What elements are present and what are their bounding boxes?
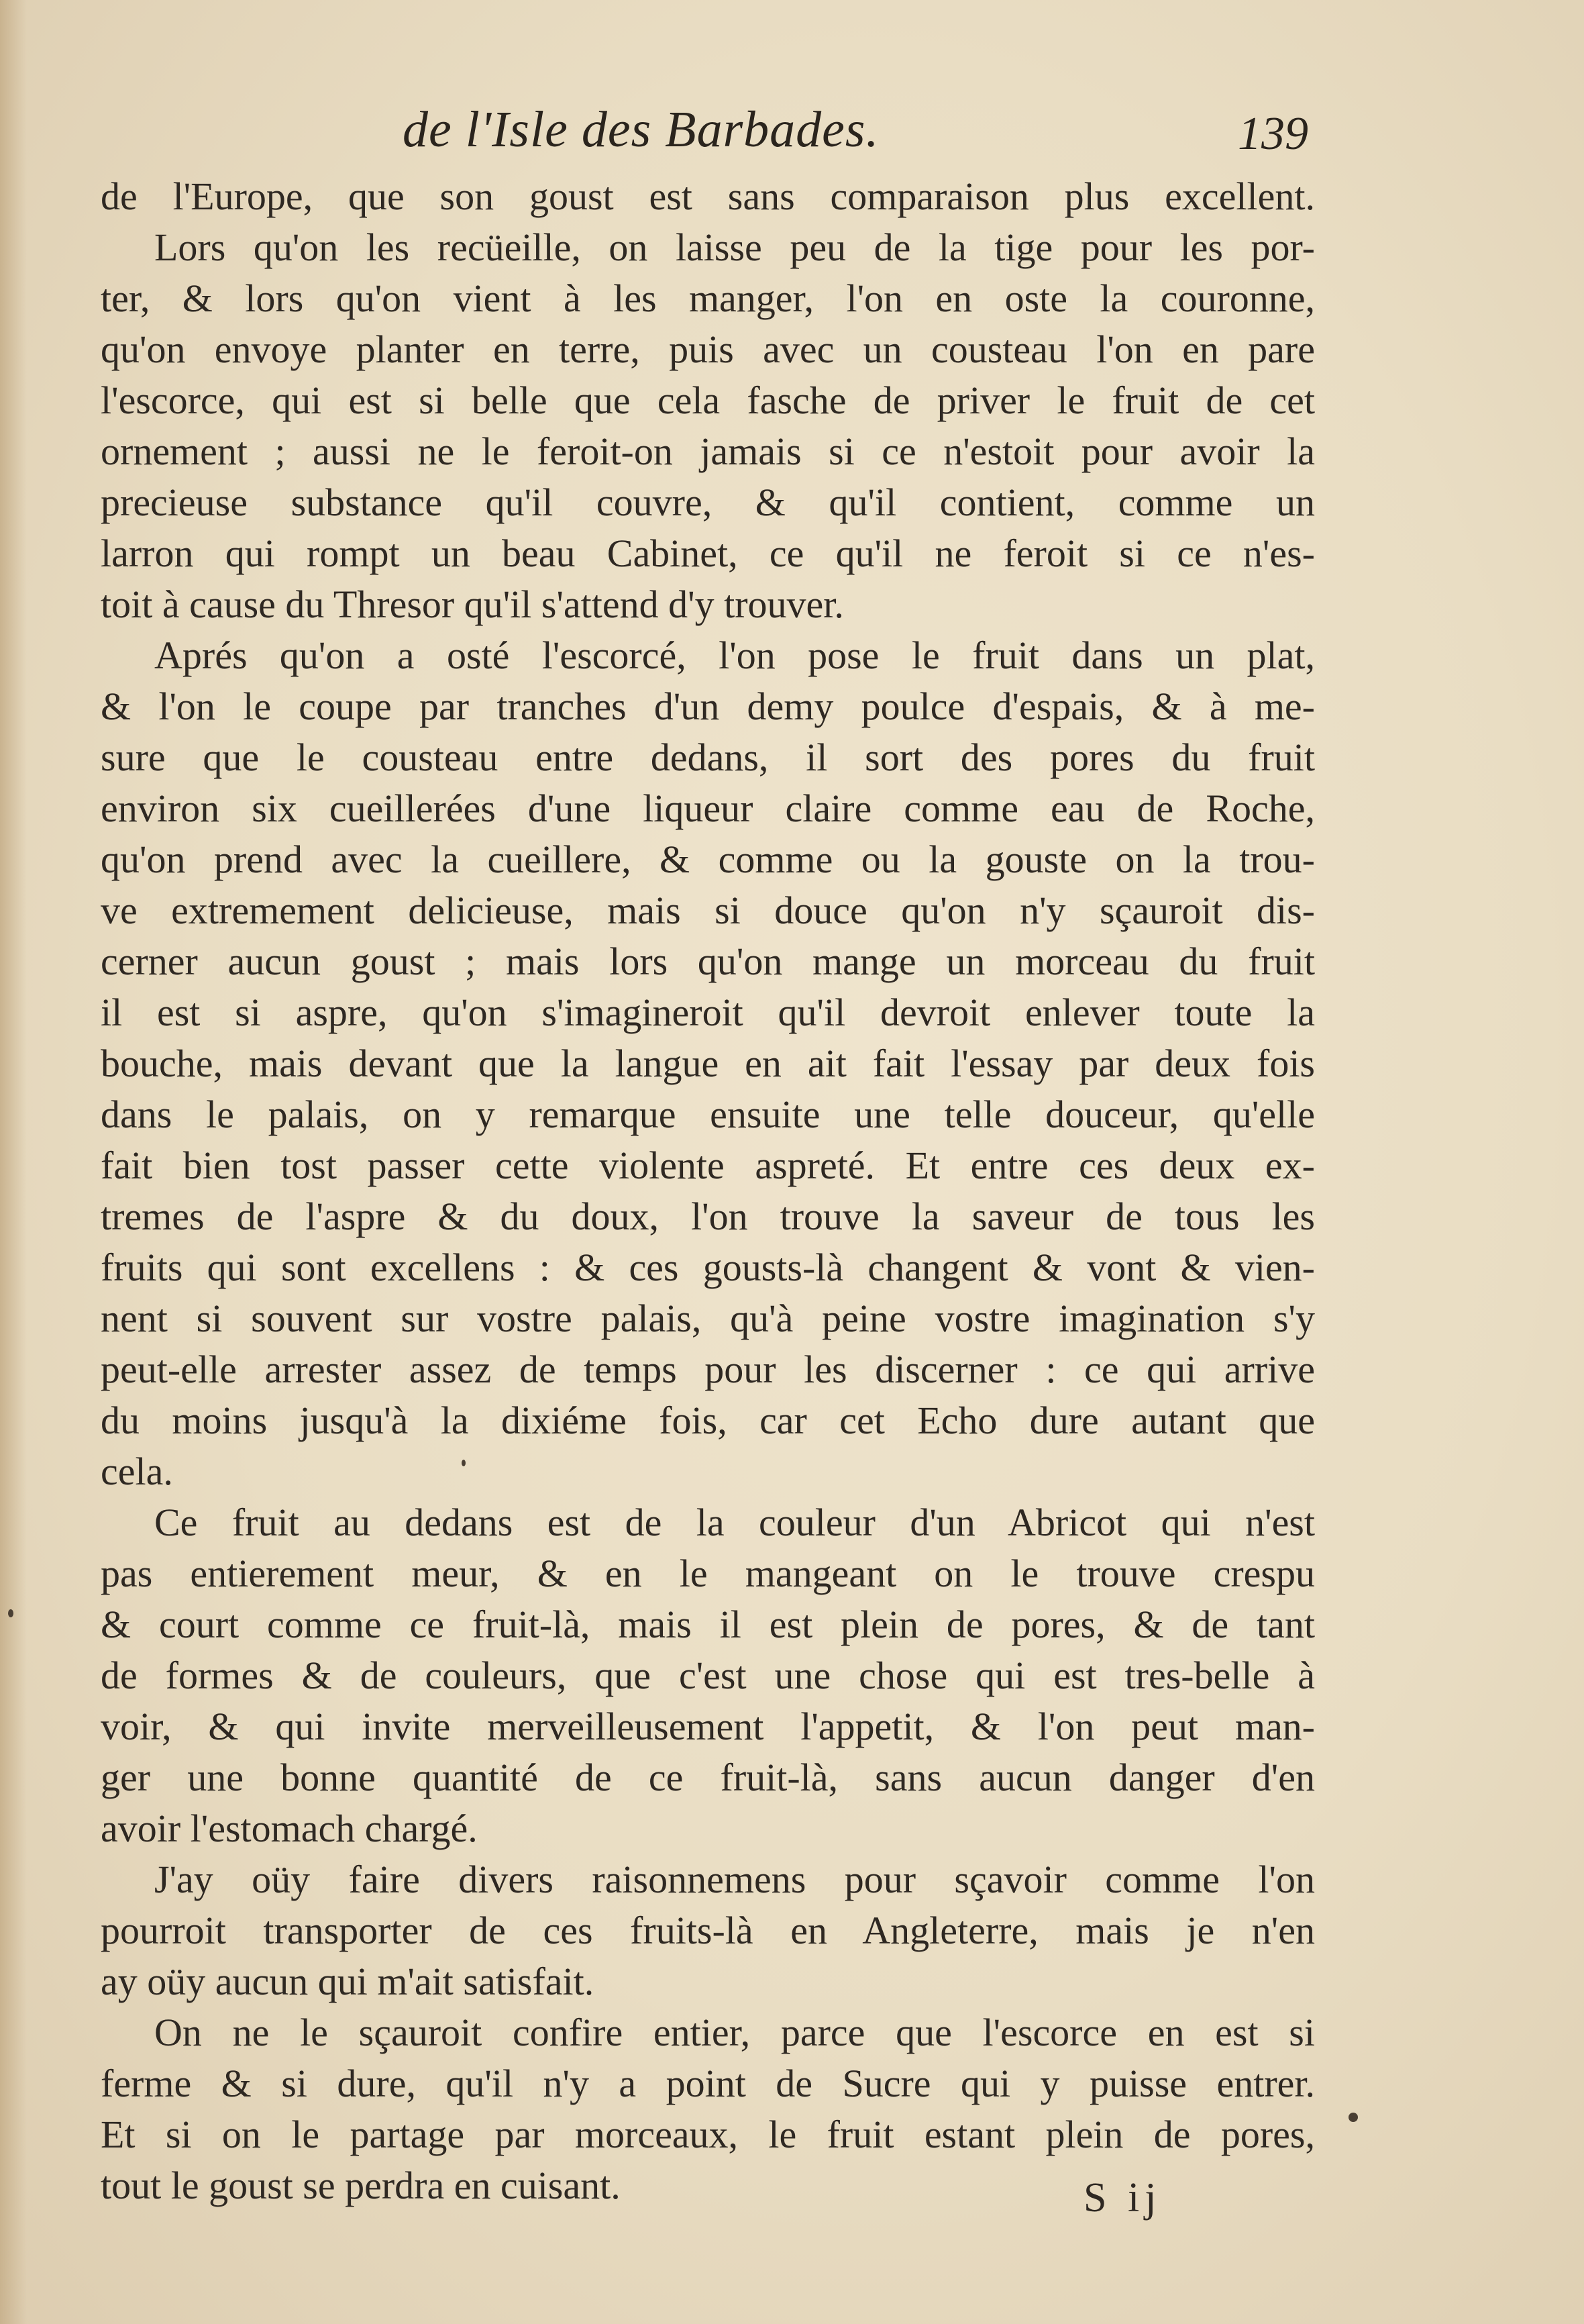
text-line: pourroit transporter de ces fruits-là en Angleterre, mais je n'en — [101, 1909, 1315, 1952]
text-line: J'ay oüy faire divers raisonnemens pour sçavoir comme l'on — [154, 1858, 1315, 1901]
text-line: du moins jusqu'à la dixiéme fois, car cet Echo dure autant que — [101, 1399, 1315, 1442]
running-title: de l'Isle des Barbades. — [403, 101, 880, 158]
text-line: ter, & lors qu'on vient à les manger, l'on en oste la couronne, — [101, 276, 1315, 320]
text-line: & court comme ce fruit-là, mais il est plein de pores, & de tant — [101, 1603, 1315, 1646]
gutter-shadow — [0, 0, 27, 2324]
text-line: de l'Europe, que son goust est sans comparaison plus excellent. — [101, 174, 1315, 218]
text-line: de formes & de couleurs, que c'est une chose qui est tres-belle à — [101, 1654, 1315, 1697]
text-line: ay oüy aucun qui m'ait satisfait. — [101, 1960, 594, 2003]
text-line: & l'on le coupe par tranches d'un demy poulce d'espais, & à me- — [101, 685, 1315, 728]
body-text — [101, 171, 1315, 2211]
text-line: ger une bonne quantité de ce fruit-là, sans aucun danger d'en — [101, 1756, 1315, 1799]
text-line: fait bien tost passer cette violente aspreté. Et entre ces deux ex- — [101, 1144, 1315, 1187]
text-line: bouche, mais devant que la langue en ait fait l'essay par deux fois — [101, 1042, 1315, 1085]
text-line: Aprés qu'on a osté l'escorcé, l'on pose le fruit dans un plat, — [154, 634, 1315, 677]
text-line: ve extremement delicieuse, mais si douce qu'on n'y sçauroit dis- — [101, 889, 1315, 932]
text-line: qu'on envoye planter en terre, puis avec un cousteau l'on en pare — [101, 327, 1315, 371]
text-line: nent si souvent sur vostre palais, qu'à peine vostre imagination s'y — [101, 1297, 1315, 1340]
ink-speck — [462, 1460, 466, 1466]
signature-mark: S ij — [1084, 2175, 1162, 2221]
text-line: Lors qu'on les recüeille, on laisse peu de la tige pour les por- — [154, 225, 1315, 269]
text-line: sure que le cousteau entre dedans, il sort des pores du fruit — [101, 736, 1315, 779]
text-line: fruits qui sont excellens : & ces gousts-là changent & vont & vien- — [101, 1246, 1315, 1289]
page-header — [101, 101, 1308, 174]
text-line: cela. — [101, 1450, 173, 1493]
text-line: l'escorce, qui est si belle que cela fasche de priver le fruit de cet — [101, 378, 1315, 422]
text-line: avoir l'estomach chargé. — [101, 1807, 478, 1850]
text-line: toit à cause du Thresor qu'il s'attend d'y trouver. — [101, 583, 844, 626]
text-line: dans le palais, on y remarque ensuite une telle douceur, qu'elle — [101, 1093, 1315, 1136]
text-line: On ne le sçauroit confire entier, parce que l'escorce en est si — [154, 2011, 1315, 2054]
text-line: precieuse substance qu'il couvre, & qu'il contient, comme un — [101, 481, 1315, 524]
text-line: environ six cueillerées d'une liqueur claire comme eau de Roche, — [101, 787, 1315, 830]
text-line: Et si on le partage par morceaux, le fruit estant plein de pores, — [101, 2113, 1315, 2156]
text-line: ornement ; aussi ne le feroit-on jamais si ce n'estoit pour avoir la — [101, 430, 1315, 473]
text-line: voir, & qui invite merveilleusement l'appetit, & l'on peut man- — [101, 1705, 1315, 1748]
text-line: pas entierement meur, & en le mangeant on le trouve crespu — [101, 1552, 1315, 1595]
text-line: cerner aucun goust ; mais lors qu'on mange un morceau du fruit — [101, 940, 1315, 983]
text-line: tout le goust se perdra en cuisant. — [101, 2164, 621, 2207]
text-line: ferme & si dure, qu'il n'y a point de Sucre qui y puisse entrer. — [101, 2062, 1315, 2105]
ink-speck — [8, 1609, 13, 1617]
text-line: il est si aspre, qu'on s'imagineroit qu'il devroit enlever toute la — [101, 991, 1315, 1034]
page-number: 139 — [1238, 108, 1308, 160]
text-line: larron qui rompt un beau Cabinet, ce qu'il ne feroit si ce n'es- — [101, 532, 1315, 575]
text-line: tremes de l'aspre & du doux, l'on trouve la saveur de tous les — [101, 1195, 1315, 1238]
text-line: peut-elle arrester assez de temps pour les discerner : ce qui arrive — [101, 1348, 1315, 1391]
text-line: Ce fruit au dedans est de la couleur d'un Abricot qui n'est — [154, 1501, 1315, 1544]
text-line: qu'on prend avec la cueillere, & comme ou la gouste on la trou- — [101, 838, 1315, 881]
ink-speck — [1349, 2113, 1358, 2122]
